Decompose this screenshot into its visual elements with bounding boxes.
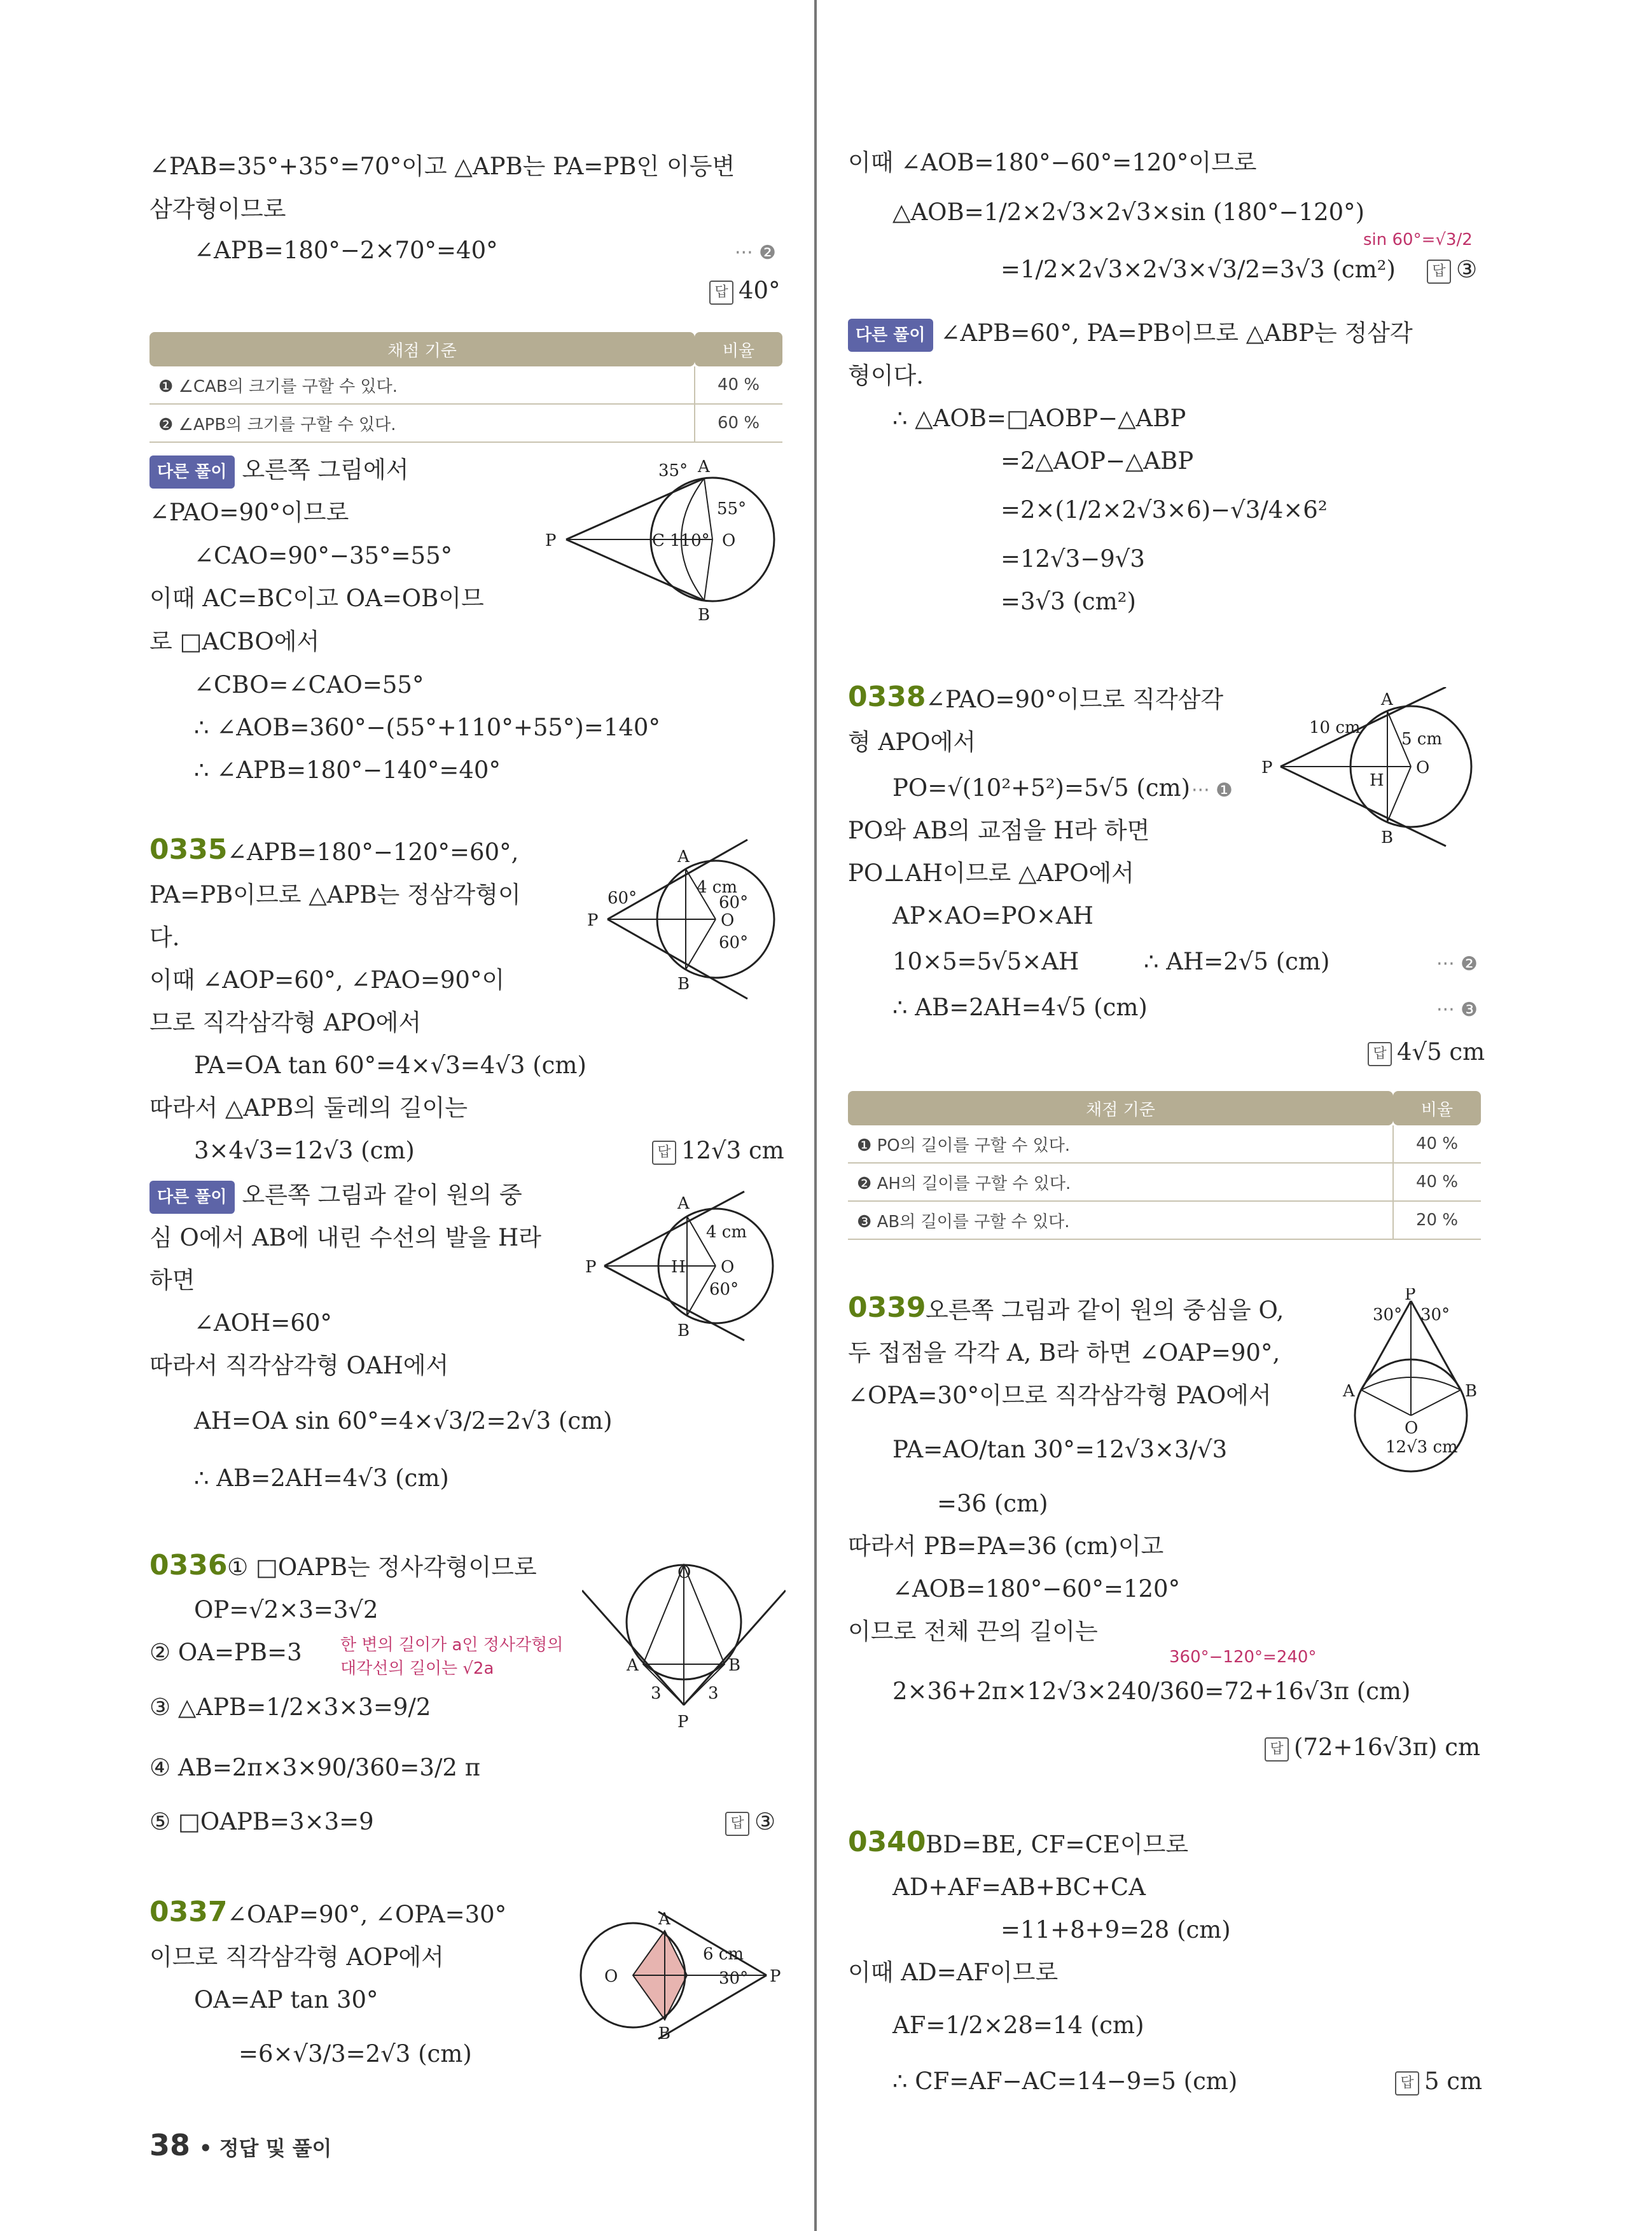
annotation-note: sin 60°=√3/2 <box>1363 230 1473 249</box>
problem-number: 0338 <box>848 681 926 713</box>
formula-line: =3√3 (cm²) <box>1001 588 1136 615</box>
page-footer <box>149 2128 331 2162</box>
annotation-note: 360°−120°=240° <box>1169 1648 1317 1667</box>
fig-label: 3 <box>651 1684 662 1703</box>
text-line: ∠OAP=90°, ∠OPA=30° <box>227 1901 507 1928</box>
grading-table <box>848 1091 1481 1240</box>
answer-value: ③ <box>1456 256 1478 283</box>
step-marker: ··· ❷ <box>1436 953 1478 975</box>
formula-line: PA=AO/tan 30°=12√3×3/√3 <box>892 1436 1228 1463</box>
fig-label: P <box>1261 758 1273 777</box>
text-line <box>149 455 409 489</box>
table-cell: ❷ ∠APB의 크기를 구할 수 있다. <box>149 404 695 442</box>
table-cell: 20 % <box>1393 1201 1481 1239</box>
kite-tangent-figure <box>576 1899 792 2058</box>
table-row <box>149 366 782 404</box>
problem-number: 0335 <box>149 833 228 866</box>
fig-label: B <box>677 975 690 994</box>
formula-line: ∠APB=180°−2×70°=40° <box>194 237 498 264</box>
formula-line: =12√3−9√3 <box>1001 545 1145 573</box>
text-line: ∠OPA=30°이므로 직각삼각형 PAO에서 <box>848 1382 1272 1409</box>
fig-label: H <box>671 1258 686 1277</box>
answer-value: 4√5 cm <box>1397 1038 1485 1066</box>
formula-line: AF=1/2×28=14 (cm) <box>892 2012 1144 2039</box>
alt-solution-tag: 다른 풀이 <box>149 455 235 489</box>
table-row <box>848 1163 1481 1201</box>
fig-label: P <box>770 1967 781 1986</box>
text-line: 삼각형이므로 <box>149 195 286 223</box>
fig-label: H <box>1370 771 1384 790</box>
text-line: ∠PAB=35°+35°=70°이고 △APB는 PA=PB인 이등변 <box>149 153 735 180</box>
fig-label: 60° <box>719 893 749 912</box>
column-divider <box>814 0 817 2231</box>
fig-label: P <box>585 1258 597 1277</box>
page-section-title: • 정답 및 풀이 <box>199 2136 332 2160</box>
formula-line: =11+8+9=28 (cm) <box>1001 1916 1231 1943</box>
fig-label: C <box>652 531 665 550</box>
answer-badge-icon: 답 <box>1265 1737 1289 1762</box>
answer <box>1395 2068 1482 2095</box>
fig-label: A <box>1381 690 1393 709</box>
formula-line: OP=√2×3=3√2 <box>194 1596 378 1623</box>
formula-line: ∴ AB=2AH=4√5 (cm) <box>892 994 1148 1021</box>
table-header: 비율 <box>695 332 782 366</box>
fig-label: O <box>1405 1419 1419 1438</box>
text-line: PO와 AB의 교점을 H라 하면 <box>848 817 1150 844</box>
formula-line: 3×4√3=12√3 (cm) <box>194 1137 415 1164</box>
fig-label: B <box>658 2024 671 2043</box>
fig-label: 12√3 cm <box>1385 1438 1458 1457</box>
answer-value: 12√3 cm <box>681 1137 784 1164</box>
formula-line: ∴ AH=2√5 (cm) <box>1144 948 1330 975</box>
text-line: 이때 ∠AOP=60°, ∠PAO=90°이 <box>149 966 505 994</box>
text-line: 로 □ACBO에서 <box>149 628 320 655</box>
answer-badge-icon: 답 <box>725 1812 749 1836</box>
formula-line: ⑤ □OAPB=3×3=9 <box>149 1808 374 1835</box>
annotation-note: 한 변의 길이가 a인 정사각형의 <box>340 1636 564 1655</box>
formula-line: ∴ △AOB=□AOBP−△ABP <box>892 405 1186 432</box>
table-cell: ❶ PO의 길이를 구할 수 있다. <box>848 1125 1393 1163</box>
fig-label: 55° <box>717 499 747 518</box>
fig-label: O <box>721 911 735 930</box>
formula-line: =2×(1/2×2√3×6)−√3/4×6² <box>1001 496 1328 524</box>
answer <box>652 1137 784 1165</box>
fig-label: P <box>677 1713 689 1732</box>
fig-label: B <box>698 606 711 623</box>
text-line: 두 접점을 각각 A, B라 하면 ∠OAP=90°, <box>848 1339 1281 1366</box>
fig-label: A <box>677 1194 690 1213</box>
formula-line: ∴ AB=2AH=4√3 (cm) <box>194 1464 449 1492</box>
answer <box>1427 256 1477 284</box>
table-row <box>848 1201 1481 1239</box>
fig-label: P <box>545 531 557 550</box>
fig-label: 60° <box>607 889 637 908</box>
text-line: 따라서 PB=PA=36 (cm)이고 <box>848 1533 1164 1560</box>
formula-line: =1/2×2√3×2√3×√3/2=3√3 (cm²) <box>1001 256 1396 283</box>
answer-value: 5 cm <box>1424 2068 1483 2095</box>
text-line <box>848 318 1413 352</box>
answer-badge-icon: 답 <box>652 1141 676 1165</box>
answer-badge-icon: 답 <box>1395 2071 1419 2095</box>
fig-label: B <box>677 1321 690 1340</box>
alt-solution-tag: 다른 풀이 <box>848 319 933 352</box>
formula-line: ∴ ∠AOB=360°−(55°+110°+55°)=140° <box>194 714 660 741</box>
text-line: PO⊥AH이므로 △APO에서 <box>848 859 1134 887</box>
table-cell: 60 % <box>695 404 782 442</box>
formula-line: AH=OA sin 60°=4×√3/2=2√3 (cm) <box>194 1407 613 1435</box>
text-line: ① □OAPB는 정사각형이므로 <box>227 1553 537 1581</box>
text-line: 다. <box>149 924 180 951</box>
fig-label: 10 cm <box>1309 718 1361 737</box>
fig-label: A <box>698 458 710 476</box>
fig-label: O <box>1416 758 1430 777</box>
formula-line: ∴ CF=AF−AC=14−9=5 (cm) <box>892 2068 1238 2095</box>
text-line: BD=BE, CF=CE이므로 <box>926 1831 1189 1858</box>
text-line: 므로 직각삼각형 APO에서 <box>149 1009 422 1036</box>
step-marker: ··· ❸ <box>1436 999 1478 1021</box>
text-line: ∠PAO=90°이므로 직각삼각 <box>926 686 1224 713</box>
text-line: ∠APB=180°−120°=60°, <box>227 838 519 866</box>
answer-badge-icon: 답 <box>709 281 733 305</box>
formula-line: =6×√3/3=2√3 (cm) <box>239 2040 472 2068</box>
formula-line: 10×5=5√5×AH <box>892 948 1079 975</box>
table-cell: 40 % <box>1393 1163 1481 1201</box>
table-cell: ❸ AB의 길이를 구할 수 있다. <box>848 1201 1393 1239</box>
fig-label: P <box>587 911 599 930</box>
fig-label: O <box>604 1967 618 1986</box>
belt-around-pulley-figure <box>1338 1288 1490 1479</box>
fig-label: 5 cm <box>1401 730 1443 749</box>
formula-line: ∠CBO=∠CAO=55° <box>194 671 424 698</box>
text-line: 따라서 △APB의 둘레의 길이는 <box>149 1094 468 1122</box>
alt-solution-tag: 다른 풀이 <box>149 1181 235 1214</box>
answer <box>1368 1038 1485 1066</box>
formula-line: ④ AB=2π×3×90/360=3/2 π <box>149 1754 481 1781</box>
text-line: 이때 AD=AF이므로 <box>848 1959 1059 1986</box>
text-line: 형 APO에서 <box>848 728 976 756</box>
fig-label: 30° <box>1373 1305 1403 1324</box>
formula-line: PA=OA tan 60°=4×√3=4√3 (cm) <box>194 1052 587 1079</box>
fig-label: 4 cm <box>697 878 738 897</box>
fig-label: 6 cm <box>703 1945 744 1964</box>
formula-line: AP×AO=PO×AH <box>892 902 1093 929</box>
fig-label: 60° <box>719 933 749 952</box>
answer <box>709 277 781 305</box>
fig-label: A <box>658 1910 670 1929</box>
formula-line: OA=AP tan 30° <box>194 1986 378 2013</box>
text-line: 형이다. <box>848 362 924 389</box>
text-line: 하면 <box>149 1267 195 1294</box>
table-cell: ❶ ∠CAB의 크기를 구할 수 있다. <box>149 366 695 404</box>
problem-number: 0337 <box>149 1896 228 1928</box>
text-line: 이때 ∠AOB=180°−60°=120°이므로 <box>848 149 1257 176</box>
table-cell: ❷ AH의 길이를 구할 수 있다. <box>848 1163 1393 1201</box>
answer-badge-icon: 답 <box>1368 1042 1392 1066</box>
problem-number: 0336 <box>149 1549 228 1581</box>
text-line: ∠PAO=90°이므로 <box>149 499 349 526</box>
fig-label: 110° <box>670 531 710 550</box>
fig-label: 30° <box>1420 1305 1450 1324</box>
answer-badge-icon: 답 <box>1427 260 1451 284</box>
fig-label: P <box>1405 1288 1416 1304</box>
fig-label: O <box>677 1563 691 1582</box>
answer <box>1265 1734 1480 1762</box>
step-marker: ··· ❶ <box>1191 779 1233 802</box>
text-line: 따라서 직각삼각형 OAH에서 <box>149 1352 449 1379</box>
grading-table <box>149 332 782 443</box>
fig-label: A <box>627 1656 639 1675</box>
table-cell: 40 % <box>1393 1125 1481 1163</box>
annotation-note: 대각선의 길이는 √2a <box>340 1659 494 1678</box>
table-row <box>848 1125 1481 1163</box>
text-line: 이므로 직각삼각형 AOP에서 <box>149 1943 444 1971</box>
fig-label: 3 <box>708 1684 719 1703</box>
formula-line: △AOB=1/2×2√3×2√3×sin (180°−120°) <box>892 198 1365 226</box>
formula-line: ∠AOH=60° <box>194 1309 332 1337</box>
circle-tangent-figure <box>531 458 786 623</box>
fig-label: 4 cm <box>706 1223 747 1242</box>
text: 오른쪽 그림에서 <box>242 456 409 483</box>
fig-label: O <box>722 531 736 550</box>
table-header: 비율 <box>1393 1091 1481 1125</box>
text-line: 이므로 전체 끈의 길이는 <box>848 1618 1098 1645</box>
table-header: 채점 기준 <box>848 1091 1393 1125</box>
formula-line: PO=√(10²+5²)=5√5 (cm) <box>892 774 1191 802</box>
formula-line: ③ △APB=1/2×3×3=9/2 <box>149 1693 431 1721</box>
fig-label: B <box>1381 828 1394 847</box>
formula-line: =36 (cm) <box>937 1490 1048 1517</box>
square-tangent-figure <box>582 1552 786 1737</box>
answer <box>725 1808 775 1836</box>
table-cell: 40 % <box>695 366 782 404</box>
step-marker: ··· ❷ <box>735 242 777 264</box>
fig-label: 30° <box>719 1969 749 1988</box>
formula-line: AD+AF=AB+BC+CA <box>892 1873 1146 1901</box>
formula-line: ∠AOB=180°−60°=120° <box>892 1575 1181 1602</box>
formula-line: =2△AOP−△ABP <box>1001 447 1194 475</box>
text-line <box>149 1180 522 1214</box>
problem-number: 0340 <box>848 1826 926 1858</box>
answer-value: (72+16√3π) cm <box>1294 1734 1481 1761</box>
formula-line: 2×36+2π×12√3×240/360=72+16√3π (cm) <box>892 1678 1411 1705</box>
answer-value: ③ <box>754 1808 776 1835</box>
fig-label: A <box>1343 1382 1355 1401</box>
text-line: 이때 AC=BC이고 OA=OB이므 <box>149 585 484 612</box>
text-line: 오른쪽 그림과 같이 원의 중심을 O, <box>926 1296 1284 1324</box>
table-row <box>149 404 782 442</box>
fig-label: B <box>728 1656 741 1675</box>
fig-label: 35° <box>658 461 688 480</box>
text-line: 심 O에서 AB에 내린 수선의 발을 H라 <box>149 1224 541 1251</box>
formula-line: ∴ ∠APB=180°−140°=40° <box>194 756 501 784</box>
fig-label: B <box>1465 1382 1478 1401</box>
fig-label: O <box>721 1258 735 1277</box>
formula-line: ∠CAO=90°−35°=55° <box>194 542 453 569</box>
tangent-right-triangle-figure <box>1255 687 1497 852</box>
table-header: 채점 기준 <box>149 332 695 366</box>
page-number: 38 <box>149 2128 191 2162</box>
fig-label: 60° <box>709 1280 739 1299</box>
circle-tangent-figure <box>582 837 792 1002</box>
fig-label: A <box>677 847 690 866</box>
text: ∠APB=60°, PA=PB이므로 △ABP는 정삼각 <box>940 319 1413 347</box>
formula-line: ② OA=PB=3 <box>149 1639 302 1666</box>
answer-value: 40° <box>739 277 781 304</box>
text-line: PA=PB이므로 △APB는 정삼각형이 <box>149 881 521 908</box>
text: 오른쪽 그림과 같이 원의 중 <box>242 1181 522 1209</box>
problem-number: 0339 <box>848 1291 926 1324</box>
circle-perpendicular-figure <box>582 1186 792 1345</box>
